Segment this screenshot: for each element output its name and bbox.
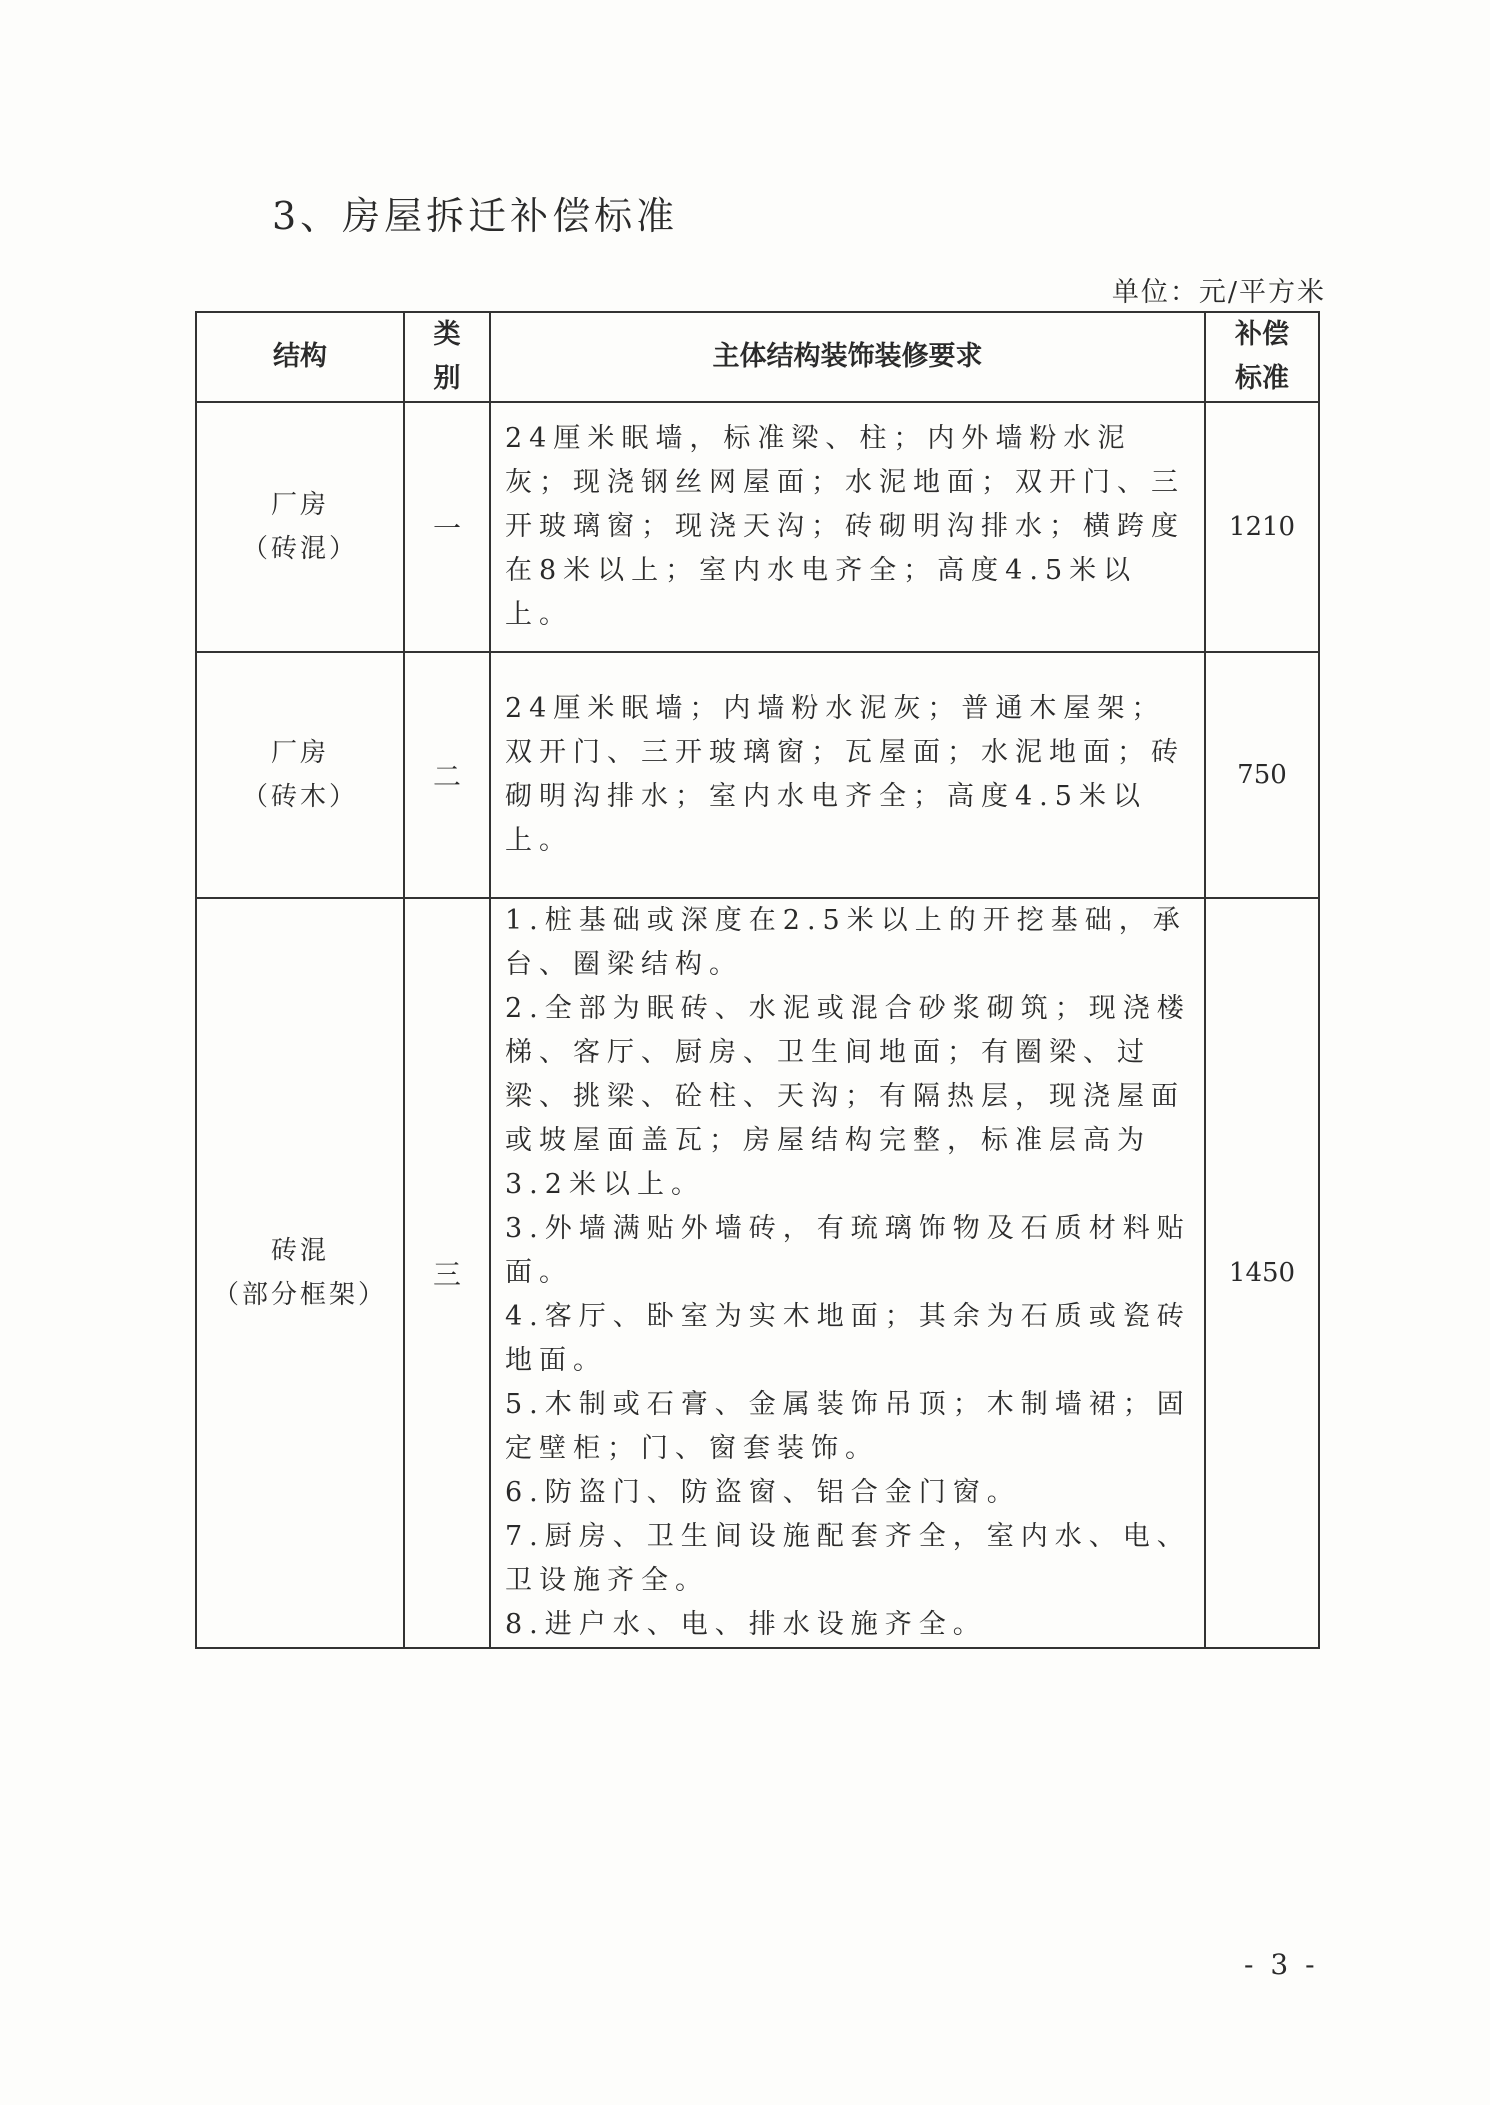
table-row: [196, 402, 1319, 652]
structure-name: 厂房: [270, 738, 329, 768]
category-cell: 三: [404, 898, 490, 1648]
table-header-row: [196, 312, 1319, 402]
requirement-item: 3.外墙满贴外墙砖，有琉璃饰物及石质材料贴面。: [505, 1213, 1191, 1288]
unit-label: 单位：元/平方米: [1111, 277, 1326, 308]
standard-cell: 750: [1205, 652, 1319, 898]
structure-type: （砖木）: [241, 782, 358, 812]
requirements-cell: [490, 652, 1205, 898]
table-row: [196, 898, 1319, 1648]
requirement-item: 5.木制或石膏、金属装饰吊顶；木制墙裙；固定壁柜；门、窗套装饰。: [505, 1389, 1191, 1464]
requirement-item: 7.厨房、卫生间设施配套齐全，室内水、电、卫设施齐全。: [505, 1521, 1191, 1596]
category-cell: 二: [404, 652, 490, 898]
requirement-item: 1.桩基础或深度在2.5米以上的开挖基础，承台、圈梁结构。: [505, 905, 1187, 980]
standard-cell: 1450: [1205, 898, 1319, 1648]
section-title: 3、房屋拆迁补偿标准: [272, 194, 679, 238]
table-row: [196, 652, 1319, 898]
requirement-item: 6.防盗门、防盗窗、铝合金门窗。: [505, 1477, 1021, 1508]
requirement-item: 8.进户水、电、排水设施齐全。: [505, 1609, 987, 1640]
requirements-cell: [490, 898, 1205, 1648]
requirement-text: 24厘米眠墙；内墙粉水泥灰；普通木屋架；双开门、三开玻璃窗；瓦屋面；水泥地面；砖砌明沟排水；室内水电齐全；高度4.5米以上。: [505, 693, 1185, 856]
structure-cell: [196, 652, 404, 898]
requirement-item: 2.全部为眠砖、水泥或混合砂浆砌筑；现浇楼梯、客厅、厨房、卫生间地面；有圈梁、过梁、挑梁、砼柱、天沟；有隔热层，现浇屋面或坡屋面盖瓦；房屋结构完整，标准层高为3.2米以上。: [505, 993, 1191, 1200]
structure-cell: [196, 898, 404, 1648]
header-category-line1: 类: [433, 319, 461, 350]
structure-cell: [196, 402, 404, 652]
header-standard: [1205, 312, 1319, 402]
header-standard-line2: 标准: [1235, 363, 1289, 394]
compensation-table: [195, 311, 1320, 1649]
page-number: - 3 -: [1244, 1948, 1319, 1981]
header-category-line2: 别: [433, 363, 461, 394]
structure-type: （部分框架）: [212, 1280, 387, 1310]
header-category: [404, 312, 490, 402]
requirement-text: 24厘米眠墙，标准梁、柱；内外墙粉水泥灰；现浇钢丝网屋面；水泥地面；双开门、三开玻璃窗；现浇天沟；砖砌明沟排水；横跨度在8米以上；室内水电齐全；高度4.5米以上。: [505, 423, 1185, 630]
standard-cell: 1210: [1205, 402, 1319, 652]
structure-name: 砖混: [270, 1236, 329, 1266]
requirements-cell: [490, 402, 1205, 652]
header-structure: 结构: [196, 312, 404, 402]
structure-type: （砖混）: [241, 534, 358, 564]
category-cell: 一: [404, 402, 490, 652]
requirement-item: 4.客厅、卧室为实木地面；其余为石质或瓷砖地面。: [505, 1301, 1191, 1376]
header-standard-line1: 补偿: [1235, 319, 1289, 350]
header-requirements: 主体结构装饰装修要求: [490, 312, 1205, 402]
structure-name: 厂房: [270, 490, 329, 520]
